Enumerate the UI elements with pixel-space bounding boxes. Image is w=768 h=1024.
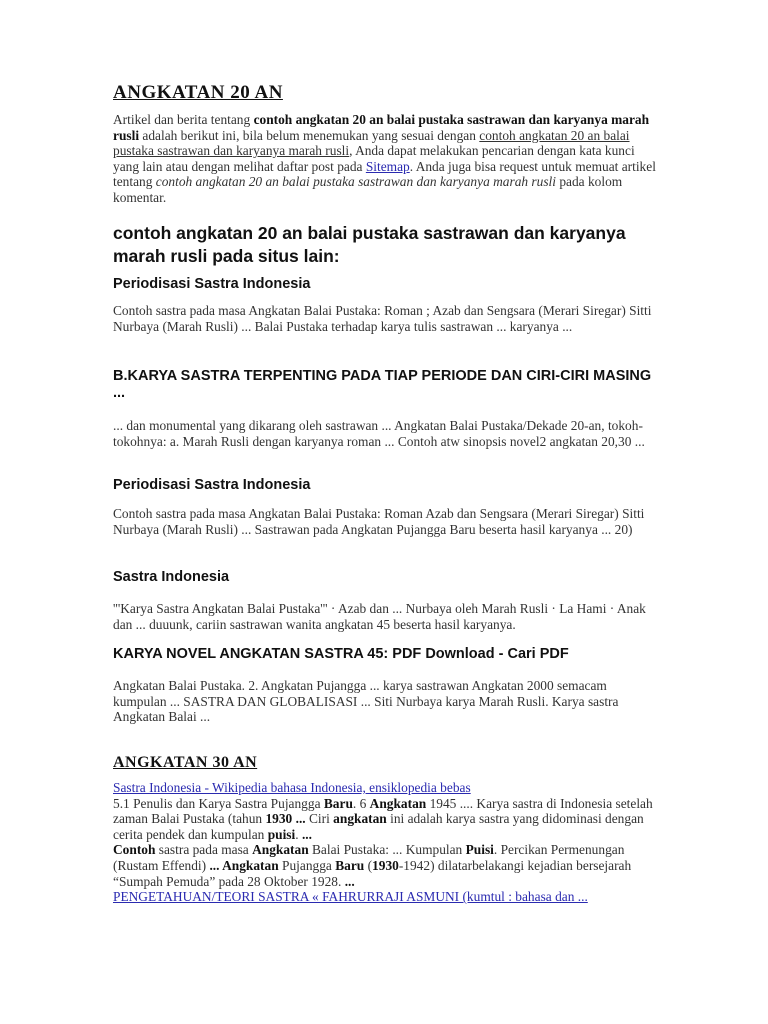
result-snippet: Angkatan Balai Pustaka. 2. Angkatan Pujangga ... karya sastrawan Angkatan 2000 semacam kumpulan ... SASTRA DAN GLOBALISASI ... Siti Nurbaya karya Marah Rusli. Karya sastra Angkatan Balai ... [113, 678, 619, 725]
other-sites-heading: contoh angkatan 20 an balai pustaka sastrawan dan karyanya marah rusli pada situs lain: [113, 223, 626, 266]
sitemap-link[interactable]: Sitemap [365, 158, 410, 174]
keyword-link[interactable]: contoh angkatan 20 an balai pustaka sastrawan dan karyanya marah rusli [113, 127, 630, 159]
fahrurraji-link[interactable]: PENGETAHUAN/TEORI SASTRA « FAHRURRAJI ASMUNI (kumtul : bahasa dan ... [113, 889, 588, 905]
result-title[interactable]: Sastra Indonesia [113, 569, 230, 585]
intro-paragraph: Artikel dan berita tentang contoh angkatan 20 an balai pustaka sastrawan dan karyanya marah rusli adalah berikut ini, bila belum menemukan yang sesuai dengan contoh angkatan 20 an balai pustaka sastrawan dan karyanya marah rusli, Anda dapat melakukan pencarian dengan kata kunci yang lain atau dengan melihat daftar post pada Sitemap. Anda juga bisa request untuk memuat artikel tentang contoh angkatan 20 an balai pustaka sastrawan dan karyanya marah rusli pada kolom komentar. [113, 112, 656, 205]
result-snippet: '''Karya Sastra Angkatan Balai Pustaka''' · Azab dan ... Nurbaya oleh Marah Rusli · La Hami · Anak dan ... duuunk, cariin sastrawan wanita angkatan 45 beserta hasil karyanya. [113, 601, 646, 632]
result-snippet: Contoh sastra pada masa Angkatan Balai Pustaka: Roman ; Azab dan Sengsara (Merari Siregar) Sitti Nurbaya (Marah Rusli) ... Balai Pustaka terhadap karya tulis sastrawan ... karyanya ... [113, 303, 652, 334]
result-snippet: ... dan monumental yang dikarang oleh sastrawan ... Angkatan Balai Pustaka/Dekade 20-an, tokoh-tokohnya: a. Marah Rusli dengan karyanya roman ... Contoh atw sinopsis novel2 angkatan 20,30 ... [113, 418, 645, 449]
section-title: ANGKATAN 30 AN [113, 754, 258, 771]
result-snippet: Contoh sastra pada masa Angkatan Balai Pustaka: Roman Azab dan Sengsara (Merari Siregar) Sitti Nurbaya (Marah Rusli) ... Sastrawan pada Angkatan Pujangga Baru beserta hasil karyanya ... 20) [113, 506, 645, 537]
result-title[interactable]: B.KARYA SASTRA TERPENTING PADA TIAP PERIODE DAN CIRI-CIRI MASING ... [113, 368, 652, 401]
page-title: ANGKATAN 20 AN [113, 82, 283, 103]
result-title[interactable]: Periodisasi Sastra Indonesia [113, 276, 311, 292]
wiki-result: Sastra Indonesia - Wikipedia bahasa Indonesia, ensiklopedia bebas 5.1 Penulis dan Karya Sastra Pujangga Baru. 6 Angkatan 1945 .... Karya sastra di Indonesia setelah zaman Balai Pustaka (tahun 1930 ... Ciri angkatan ini adalah karya sastra yang didominasi dengan cerita pendek dan kumpulan puisi. ... Contoh sastra pada masa Angkatan Balai Pustaka: ... Kumpulan Puisi. Percikan Permenungan (Rustam Effendi) ... Angkatan Pujangga Baru (1930-1942) dilatarbelakangi kejadian bersejarah “Sumpah Pemuda” pada 28 Oktober 1928. ... PENGETAHUAN/TEORI SASTRA « FAHRURRAJI ASMUNI (kumtul : bahasa dan ... [113, 780, 653, 905]
result-title[interactable]: Periodisasi Sastra Indonesia [113, 477, 311, 493]
result-title[interactable]: KARYA NOVEL ANGKATAN SASTRA 45: PDF Download - Cari PDF [113, 646, 569, 662]
wikipedia-link[interactable]: Sastra Indonesia - Wikipedia bahasa Indonesia, ensiklopedia bebas [113, 780, 471, 795]
